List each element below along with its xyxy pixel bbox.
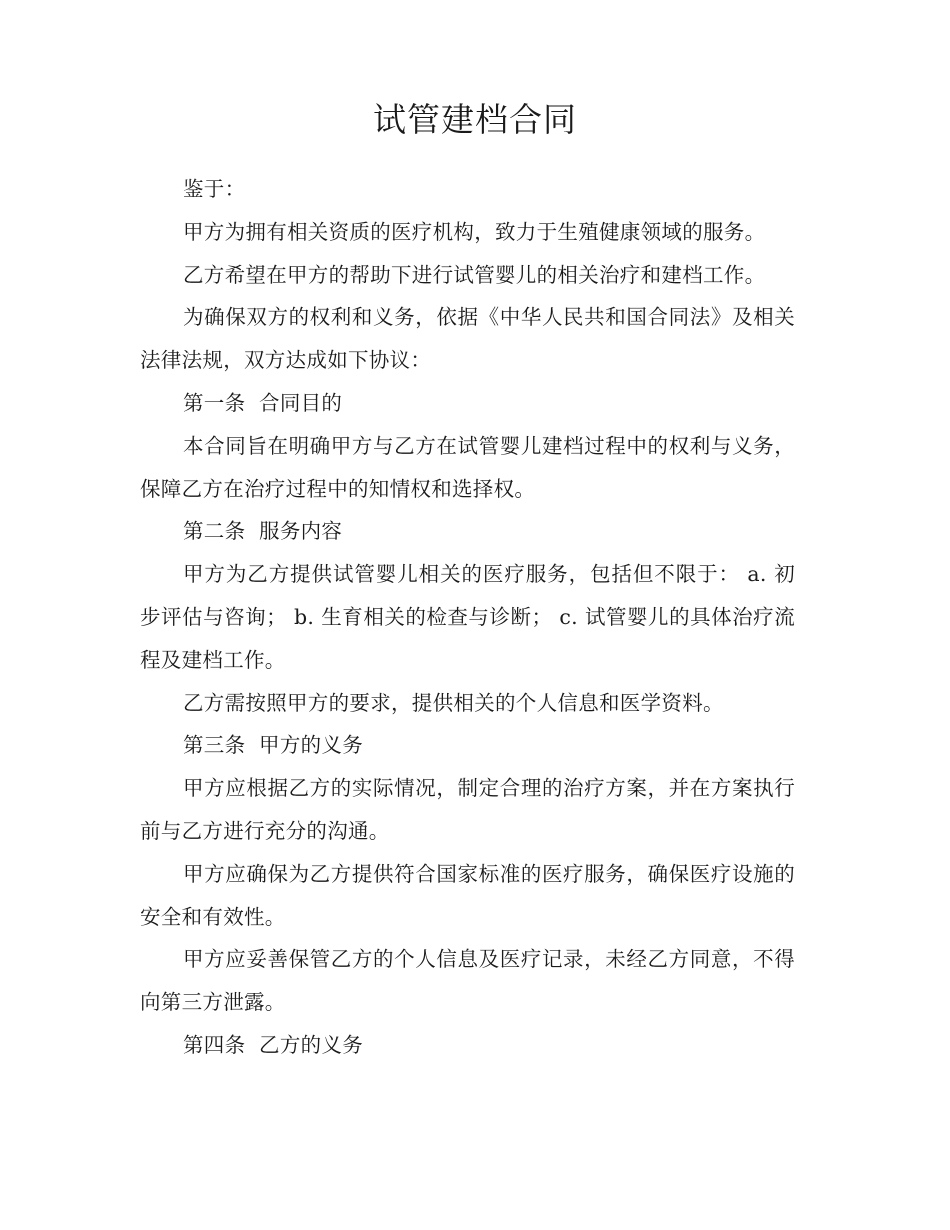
article-3-heading: 第三条 甲方的义务	[183, 733, 364, 758]
article-1-body: 本合同旨在明确甲方与乙方在试管婴儿建档过程中的权利与义务，保障乙方在治疗过程中的知情权和选择权。	[140, 433, 795, 501]
paragraph-party-b-intro: 乙方希望在甲方的帮助下进行试管婴儿的相关治疗和建档工作。	[183, 262, 766, 287]
paragraph-preamble: 鉴于：	[183, 177, 246, 201]
article-2-party-b-info: 乙方需按照甲方的要求，提供相关的个人信息和医学资料。	[183, 690, 724, 715]
article-2-services: 甲方为乙方提供试管婴儿相关的医疗服务，包括但不限于： a. 初步评估与咨询； b. 生育相关的检查与诊断； c. 试管婴儿的具体治疗流程及建档工作。	[140, 562, 795, 672]
document-body	[140, 168, 795, 1067]
article-3-standards: 甲方应确保为乙方提供符合国家标准的医疗服务，确保医疗设施的安全和有效性。	[140, 861, 795, 929]
paragraph-party-a-intro: 甲方为拥有相关资质的医疗机构，致力于生殖健康领域的服务。	[183, 219, 766, 244]
article-3-treatment-plan: 甲方应根据乙方的实际情况，制定合理的治疗方案，并在方案执行前与乙方进行充分的沟通。	[140, 776, 795, 843]
document-title: 试管建档合同	[373, 100, 577, 139]
paragraph-legal-basis: 为确保双方的权利和义务，依据《中华人民共和国合同法》及相关法律法规，双方达成如下协议：	[140, 305, 795, 373]
article-2-heading: 第二条 服务内容	[183, 519, 343, 544]
article-1-heading: 第一条 合同目的	[183, 390, 343, 415]
article-3-privacy: 甲方应妥善保管乙方的个人信息及医疗记录，未经乙方同意，不得向第三方泄露。	[140, 947, 795, 1015]
article-4-heading: 第四条 乙方的义务	[183, 1032, 364, 1057]
